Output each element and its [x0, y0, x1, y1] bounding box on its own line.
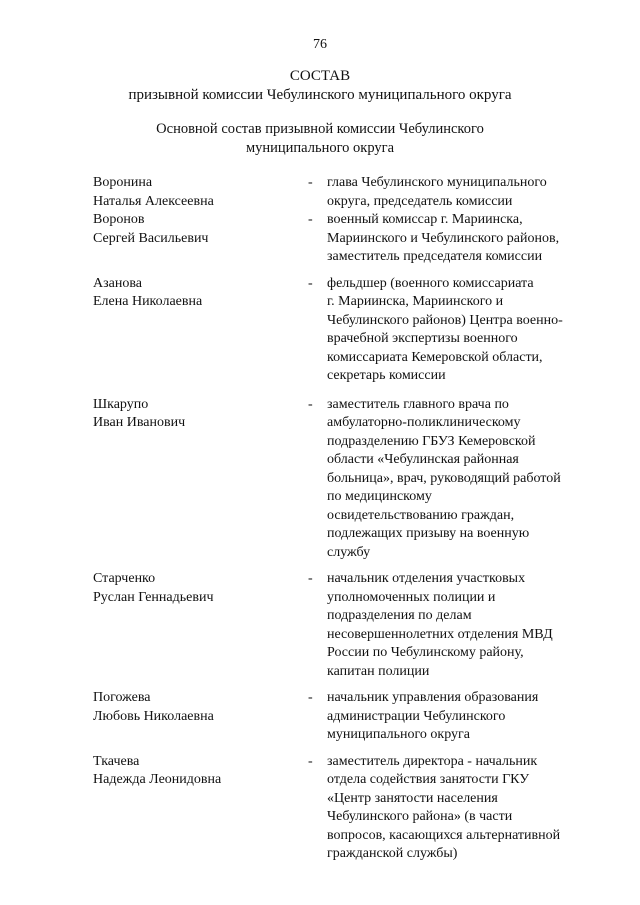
member-role-line: несовершеннолетних отделения МВД — [327, 626, 553, 642]
member-role-line: гражданской службы) — [327, 846, 458, 861]
section-heading-line-1: Основной состав призывной комиссии Чебулинского — [156, 121, 484, 137]
member-surname: Ткачева — [93, 753, 140, 769]
member-role — [327, 396, 597, 563]
member-role — [327, 689, 597, 745]
member-role-line: больница», врач, руководящий работой — [327, 470, 561, 486]
member-name — [93, 753, 303, 790]
member-name — [93, 211, 303, 248]
member-given-name: Елена Николаевна — [93, 294, 203, 309]
member-role-line: Чебулинского районов) Центра военно- — [327, 312, 563, 328]
member-role-line: службу — [327, 544, 371, 560]
member-name — [93, 570, 303, 607]
document-title — [0, 67, 640, 105]
member-role-line: военный комиссар г. Мариинска, — [327, 212, 523, 227]
member-role-line: врачебной экспертизы военного — [327, 331, 518, 346]
list-item — [0, 396, 640, 563]
members-list — [0, 174, 640, 864]
member-role — [327, 570, 597, 681]
list-item — [0, 174, 640, 211]
member-role-line: «Центр занятости населения — [327, 790, 498, 806]
member-role — [327, 211, 597, 267]
member-given-name: Иван Иванович — [93, 415, 186, 430]
member-role-line: Мариинского и Чебулинского районов, — [327, 230, 560, 246]
list-item — [0, 753, 640, 864]
member-name — [93, 689, 303, 726]
member-role-line: муниципального округа — [327, 727, 470, 742]
member-role-line: области «Чебулинская районная — [327, 452, 519, 467]
member-role-line: г. Мариинска, Мариинского и — [327, 294, 504, 309]
member-role-line: заместитель директора - начальник — [327, 753, 538, 769]
member-role-line: администрации Чебулинского — [327, 708, 506, 724]
page-number: 76 — [313, 37, 327, 52]
member-dash: - — [308, 396, 313, 412]
member-surname: Воронина — [93, 175, 153, 190]
member-role-line: секретарь комиссии — [327, 368, 446, 383]
member-surname: Погожева — [93, 690, 151, 705]
member-role-line: капитан полиции — [327, 663, 430, 679]
list-item — [0, 689, 640, 745]
member-name — [93, 174, 303, 211]
member-role-line: подразделению ГБУЗ Кемеровской — [327, 433, 536, 449]
member-role — [327, 753, 597, 864]
member-dash: - — [308, 275, 313, 291]
list-item — [0, 211, 640, 267]
member-role-line: по медицинскому — [327, 489, 432, 504]
member-role-line: заместитель главного врача по — [327, 396, 509, 412]
member-dash: - — [308, 212, 313, 227]
member-role-line: глава Чебулинского муниципального — [327, 175, 547, 190]
member-role-line: заместитель председателя комиссии — [327, 249, 543, 264]
member-dash: - — [308, 690, 313, 705]
title-line-2: призывной комиссии Чебулинского муниципального округа — [128, 87, 512, 103]
member-given-name: Надежда Леонидовна — [93, 772, 222, 787]
member-name — [93, 275, 303, 312]
member-name — [93, 396, 303, 433]
member-surname: Воронов — [93, 212, 145, 227]
member-role-line: отдела содействия занятости ГКУ — [327, 772, 530, 787]
section-heading — [0, 120, 640, 157]
list-item — [0, 570, 640, 681]
member-dash: - — [308, 753, 313, 769]
member-given-name: Любовь Николаевна — [93, 708, 214, 724]
member-role-line: начальник управления образования — [327, 690, 539, 705]
member-role-line: амбулаторно-поликлиническому — [327, 415, 521, 430]
member-role-line: фельдшер (военного комиссариата — [327, 275, 534, 291]
member-role-line: Чебулинского района» (в части — [327, 809, 513, 824]
member-given-name: Сергей Васильевич — [93, 230, 209, 246]
list-item — [0, 275, 640, 386]
member-role — [327, 174, 597, 211]
member-given-name: Наталья Алексеевна — [93, 193, 214, 209]
member-surname: Азанова — [93, 275, 142, 291]
member-given-name: Руслан Геннадьевич — [93, 589, 214, 605]
member-role-line: России по Чебулинскому району, — [327, 645, 524, 660]
member-role — [327, 275, 597, 386]
section-heading-line-2: муниципального округа — [245, 139, 395, 156]
title-line-1: СОСТАВ — [289, 68, 351, 84]
member-role-line: освидетельствованию граждан, — [327, 507, 515, 523]
member-surname: Шкарупо — [93, 396, 149, 412]
member-role-line: подлежащих призыву на военную — [327, 526, 530, 541]
member-role-line: вопросов, касающихся альтернативной — [327, 827, 561, 843]
member-role-line: уполномоченных полиции и — [327, 589, 496, 605]
member-role-line: комиссариата Кемеровской области, — [327, 349, 543, 365]
member-dash: - — [308, 571, 313, 586]
member-role-line: округа, председатель комиссии — [327, 193, 513, 209]
member-dash: - — [308, 175, 313, 190]
member-surname: Старченко — [93, 571, 156, 586]
member-role-line: подразделения по делам — [327, 608, 472, 623]
member-role-line: начальник отделения участковых — [327, 571, 526, 586]
